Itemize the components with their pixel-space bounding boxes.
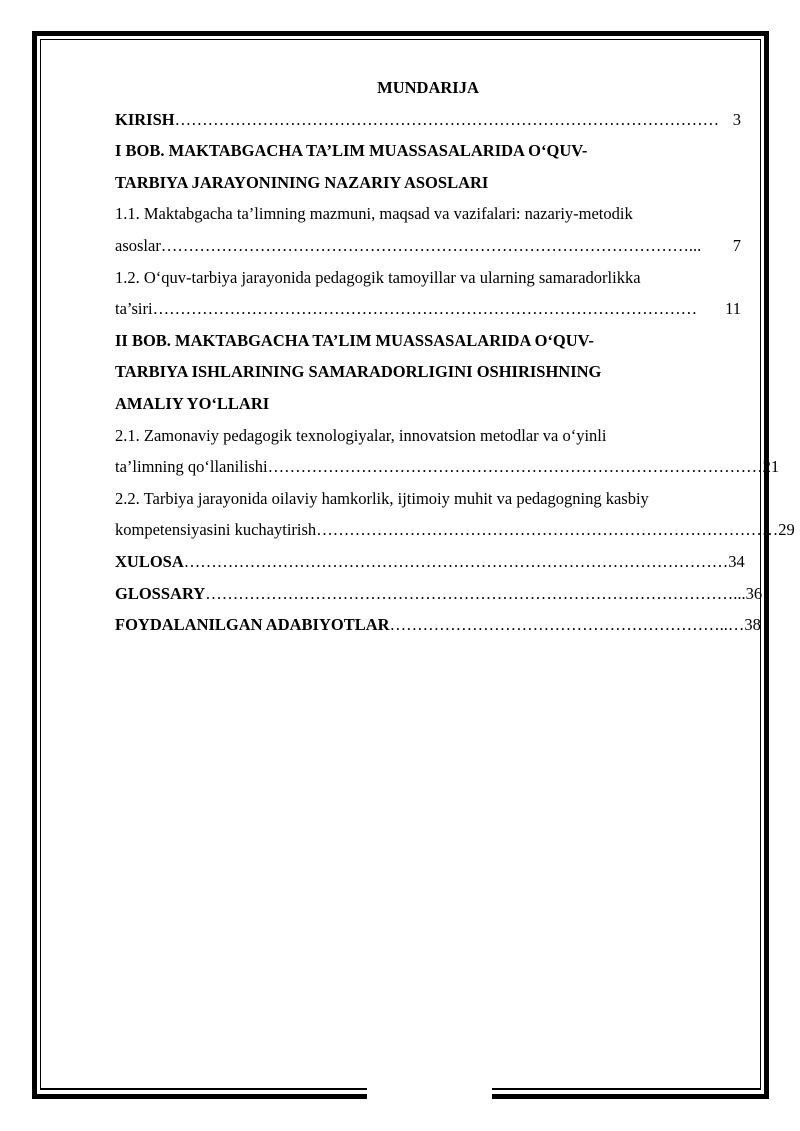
section-2-2-title-line-1: 2.2. Tarbiya jarayonida oilaviy hamkorlik, ijtimoiy muhit va pedagogning kasbiy (115, 488, 649, 508)
chapter-1-heading-line-1: I BOB. MAKTABGACHA TA’LIM MUASSASALARIDA O‘QUV- (115, 141, 588, 161)
chapter-2-heading-line-1: II BOB. MAKTABGACHA TA’LIM MUASSASALARIDA O‘QUV- (115, 330, 594, 350)
toc-entry-2-1 (115, 451, 780, 483)
toc-leader-dots: ……………………………………………………………………………………... (205, 583, 746, 603)
toc-page-number: 34 (728, 551, 745, 571)
toc-entry-glossary (115, 578, 763, 610)
toc-entry-references (115, 609, 761, 641)
toc-leader-dots: ……………………………………………………………………………………… (152, 299, 698, 319)
toc-entry-1-2 (115, 293, 741, 325)
toc-page-number: 21 (762, 457, 780, 477)
chapter-2-heading-line-2: TARBIYA ISHLARINING SAMARADORLIGINI OSHIRISHNING (115, 362, 602, 382)
toc-entry-label: ta’limning qo‘llanilishi (115, 457, 268, 477)
chapter-1-heading-line-2: TARBIYA JARAYONINING NAZARIY ASOSLARI (115, 172, 489, 192)
toc-page-number: 3 (732, 109, 741, 129)
toc-leader-dots: ……………………………………………………………………………………… (174, 109, 720, 129)
toc-entry-label: kompetensiyasini kuchaytirish (115, 520, 317, 540)
toc-page-number: 38 (744, 615, 761, 635)
toc-entry-label: KIRISH (115, 109, 175, 129)
toc-entry-xulosa (115, 546, 745, 578)
section-2-1-title-line-1: 2.1. Zamonaviy pedagogik texnologiyalar, innovatsion metodlar va o‘yinli (115, 425, 607, 445)
toc-leader-dots: ……………………………………………………………………………………… (183, 551, 729, 571)
toc-entry-label: asoslar (115, 235, 161, 255)
toc-entry-kirish (115, 104, 741, 136)
section-1-1-title-line-1: 1.1. Maktabgacha ta’limning mazmuni, maqsad va vazifalari: nazariy-metodik (115, 204, 633, 224)
bottom-border-right-thick (492, 1094, 769, 1099)
toc-leader-dots: ………………………………………………………………………… (316, 520, 779, 540)
toc-entry-label: GLOSSARY (115, 583, 206, 603)
toc-page-number: 11 (725, 299, 741, 319)
toc-title: MUNDARIJA (377, 78, 479, 97)
bottom-border-left-thin (40, 1088, 367, 1090)
toc-page-number: 36 (745, 583, 763, 603)
bottom-border-right-thin (492, 1088, 761, 1090)
toc-leader-dots: ……………………………………………………..… (389, 615, 745, 635)
toc-page-number: 7 (732, 235, 741, 255)
table-of-contents (115, 72, 795, 641)
toc-entry-label: XULOSA (115, 551, 184, 571)
toc-page-number: 29 (778, 520, 795, 540)
section-1-2-title-line-1: 1.2. O‘quv-tarbiya jarayonida pedagogik tamoyillar va ularning samaradorlikka (115, 267, 641, 287)
bottom-border-left-thick (32, 1094, 367, 1099)
toc-leader-dots: ……………………………………………………………………………… (267, 457, 763, 477)
toc-entry-label: ta’siri (115, 299, 153, 319)
toc-leader-dots: ……………………………………………………………………………………... (160, 235, 702, 255)
toc-entry-label: FOYDALANILGAN ADABIYOTLAR (115, 615, 390, 635)
toc-entry-2-2 (115, 514, 795, 546)
chapter-2-heading-line-3: AMALIY YO‘LLARI (115, 393, 270, 413)
toc-entry-1-1 (115, 230, 741, 262)
